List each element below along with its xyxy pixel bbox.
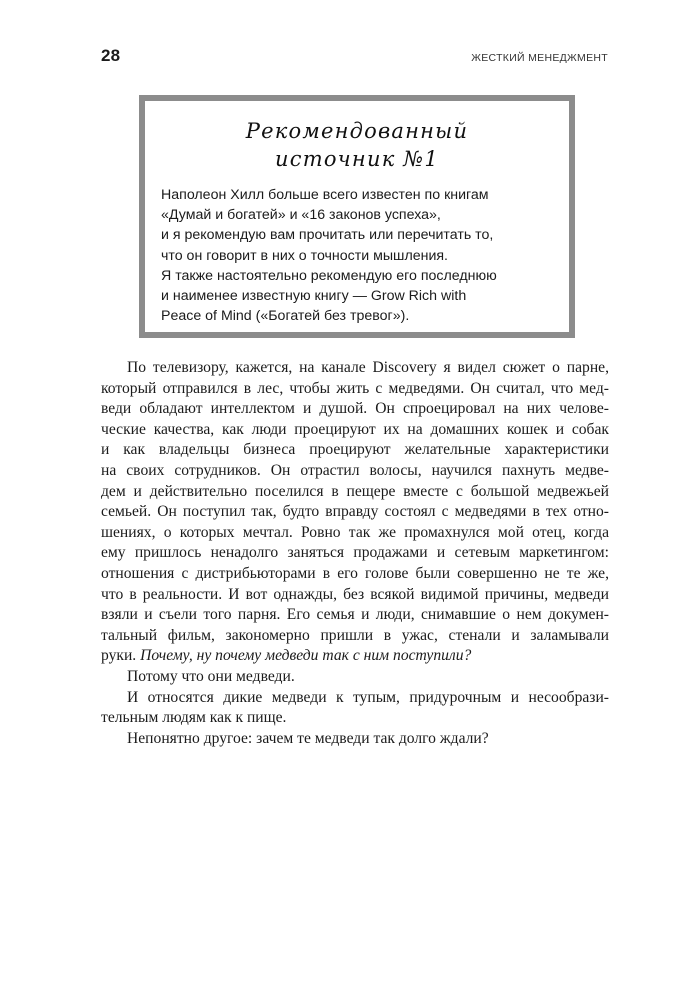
paragraph bbox=[101, 688, 609, 729]
sidebar-body-line: Наполеон Хилл больше всего известен по книгам bbox=[161, 187, 489, 203]
italic-question: Почему, ну почему медведи так с ним поступили? bbox=[140, 647, 472, 665]
text-line: тельным людям как к пище. bbox=[101, 709, 287, 727]
sidebar-body-line: что он говорит в них о точности мышления. bbox=[161, 247, 448, 264]
text-line: Потому что они медведи. bbox=[127, 667, 295, 685]
text-line: что в реальности. И вот однажды, без всякой видимой причины, медведи bbox=[101, 585, 609, 603]
sidebar-body-line: «Думай и богатей» и «16 законов успеха», bbox=[161, 207, 441, 224]
text-line: веди обладают интеллектом и душой. Он спроецировал на них челове- bbox=[101, 400, 609, 418]
text-line: семьей. Он поступил так, будто вправду состоял с медведями в тех отно- bbox=[101, 503, 609, 521]
text-line: и как владельцы бизнеса проецируют желательные характеристики bbox=[101, 441, 609, 459]
text-line: ческие качества, как люди проецируют их на домашних кошек и собак bbox=[101, 420, 609, 438]
running-title: ЖЕСТКИЙ МЕНЕДЖМЕНТ bbox=[471, 52, 608, 64]
sidebar-body-line: Peace of Mind («Богатей без тревог»). bbox=[161, 308, 410, 325]
text-line: тальный фильм, закономерно пришли в ужас, стенали и заламывали bbox=[101, 626, 609, 644]
text-line bbox=[101, 646, 609, 667]
sidebar-title-line: источник №1 bbox=[275, 147, 439, 171]
article-body bbox=[101, 358, 609, 749]
sidebar-body-line: и наименее известную книгу — Grow Rich with bbox=[161, 288, 467, 305]
paragraph bbox=[101, 667, 609, 688]
recommended-source-box bbox=[139, 95, 575, 338]
text-line: Непонятно другое: зачем те медведи так долго ждали? bbox=[127, 729, 489, 747]
sidebar-title bbox=[145, 117, 569, 173]
sidebar-body-line: Я также настоятельно рекомендую его последнюю bbox=[161, 267, 497, 284]
paragraph bbox=[101, 358, 609, 667]
text-line: шениях, о которых мечтал. Ровно так же промахнулся мой отец, когда bbox=[101, 523, 609, 541]
text-line: дем и действительно поселился в пещере вместе с большой медвежьей bbox=[101, 482, 609, 500]
page-number: 28 bbox=[101, 46, 121, 65]
text-line: отношения с дистрибьюторами в его голове были совершенно не те же, bbox=[101, 564, 609, 582]
text-line: взяли и съели того парня. Его семья и люди, снимавшие о нем докумен- bbox=[101, 606, 609, 624]
text-line: который отправился в лес, чтобы жить с медведями. Он считал, что мед- bbox=[101, 379, 609, 397]
paragraph bbox=[101, 729, 609, 750]
text-line: на своих сотрудников. Он отрастил волосы, научился пахнуть медве- bbox=[101, 461, 609, 479]
sidebar-body-line: и я рекомендую вам прочитать или перечитать то, bbox=[161, 227, 494, 244]
sidebar-body bbox=[161, 185, 561, 326]
text-run: руки. bbox=[101, 647, 141, 665]
sidebar-title-line: Рекомендованный bbox=[245, 119, 469, 143]
text-line: По телевизору, кажется, на канале Discovery я видел сюжет о парне, bbox=[127, 359, 609, 376]
text-line: ему пришлось ненадолго заняться продажами и сетевым маркетингом: bbox=[101, 544, 609, 562]
text-line: И относятся дикие медведи к тупым, придурочным и несообрази- bbox=[127, 688, 609, 706]
